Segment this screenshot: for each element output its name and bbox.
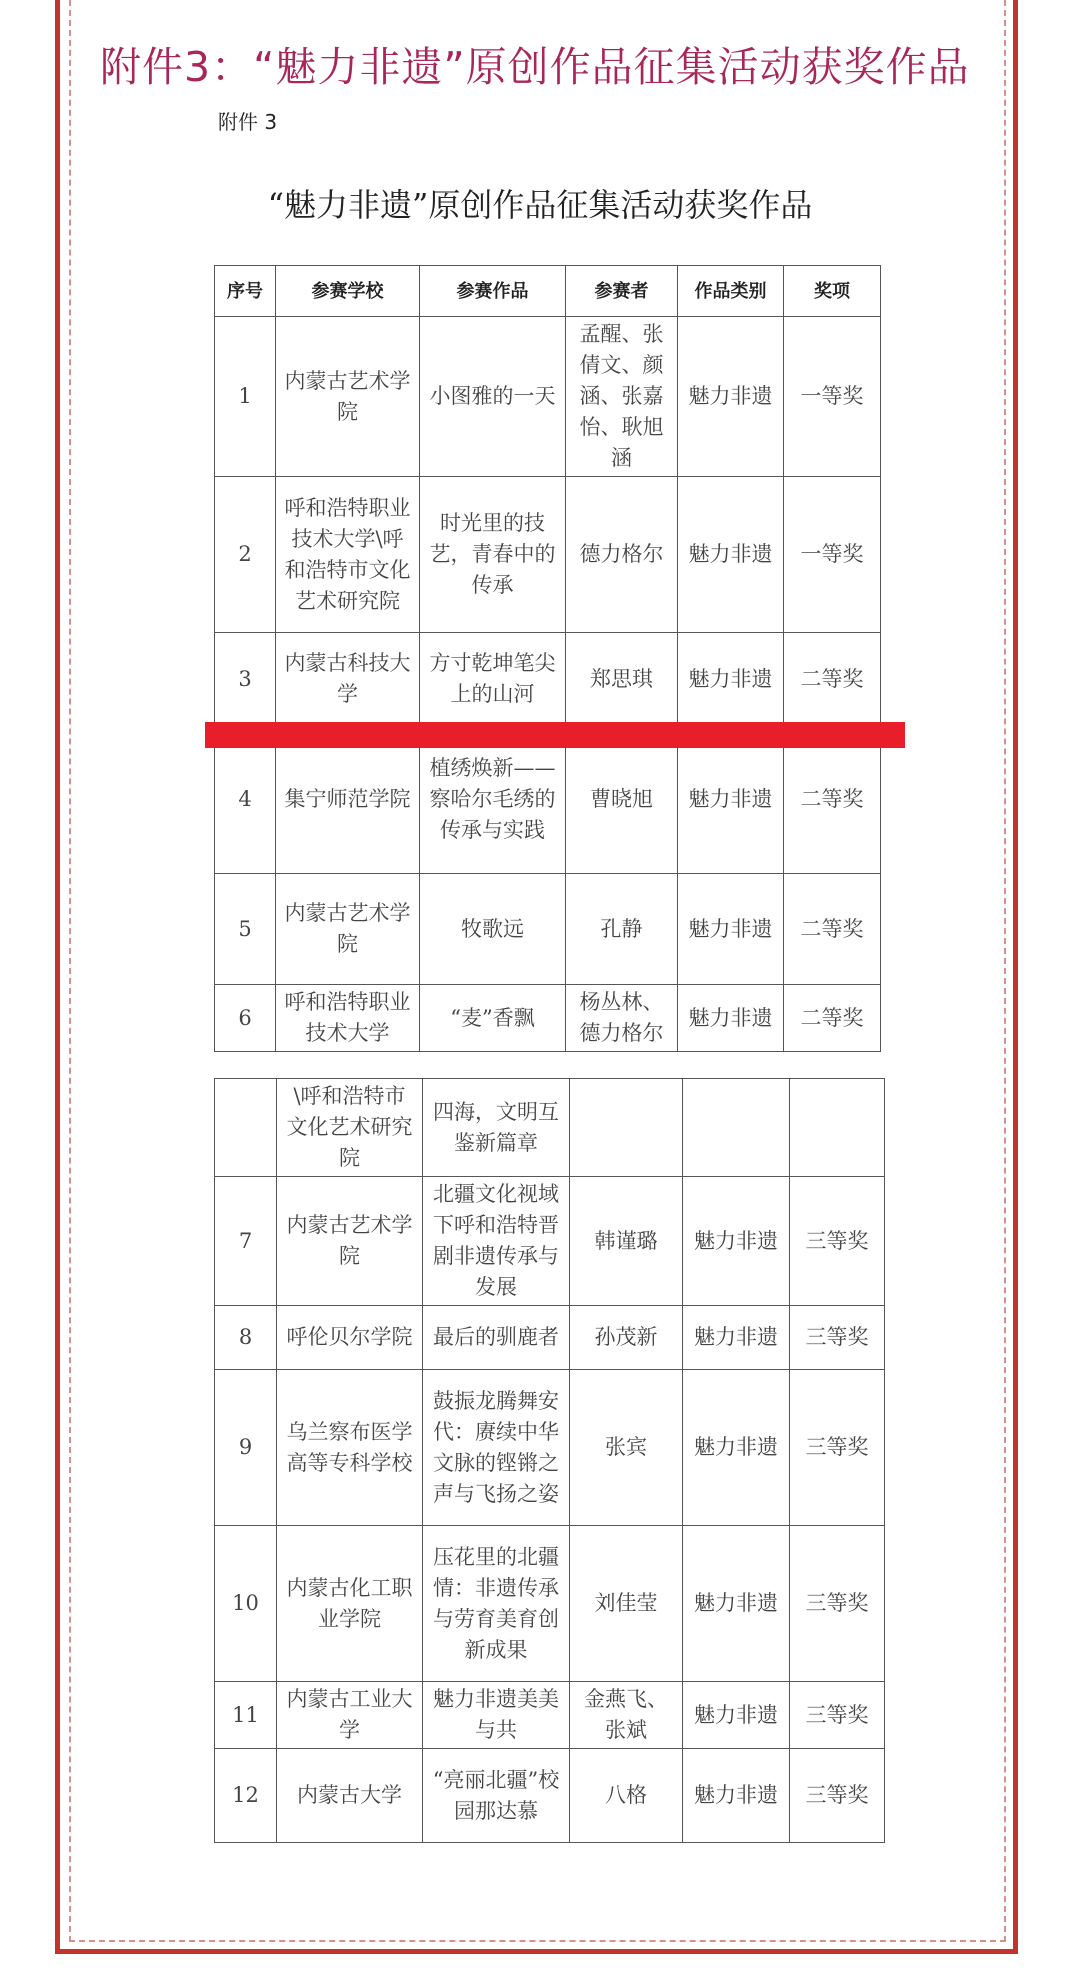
- cell-category: 魅力非遗: [683, 1177, 790, 1306]
- cell-school: 内蒙古艺术学院: [276, 317, 420, 477]
- header-no: 序号: [215, 266, 276, 317]
- cell-category: 魅力非遗: [683, 1682, 790, 1749]
- table-row: [215, 1749, 885, 1843]
- cell-category: 魅力非遗: [678, 985, 784, 1052]
- awards-table-page-1: [214, 265, 881, 1052]
- cell-participants: 孙茂新: [570, 1306, 683, 1370]
- page-title: 附件3：“魅力非遗”原创作品征集活动获奖作品: [100, 43, 970, 91]
- cell-award: 三等奖: [790, 1370, 885, 1526]
- cell-no: [215, 1079, 277, 1177]
- cell-participants: 金燕飞、张斌: [570, 1682, 683, 1749]
- cell-category: 魅力非遗: [678, 726, 784, 874]
- cell-work: 植绣焕新——察哈尔毛绣的传承与实践: [420, 726, 566, 874]
- header-award: 奖项: [784, 266, 881, 317]
- cell-participants: 韩谨璐: [570, 1177, 683, 1306]
- table-row: [215, 1682, 885, 1749]
- table-row: [215, 1079, 885, 1177]
- cell-school: 内蒙古艺术学院: [277, 1177, 423, 1306]
- cell-award: 二等奖: [784, 726, 881, 874]
- table-row: [215, 633, 881, 726]
- cell-school: 集宁师范学院: [276, 726, 420, 874]
- table-header-row: [215, 266, 881, 317]
- cell-school: 呼伦贝尔学院: [277, 1306, 423, 1370]
- table-row: [215, 1526, 885, 1682]
- cell-award: 三等奖: [790, 1306, 885, 1370]
- cell-school: 内蒙古工业大学: [277, 1682, 423, 1749]
- cell-participants: 杨丛林、德力格尔: [566, 985, 678, 1052]
- table-row: [215, 477, 881, 633]
- header-work: 参赛作品: [420, 266, 566, 317]
- cell-no: 6: [215, 985, 276, 1052]
- cell-award: [790, 1079, 885, 1177]
- cell-work: 北疆文化视域下呼和浩特晋剧非遗传承与发展: [423, 1177, 570, 1306]
- cell-school: 内蒙古艺术学院: [276, 874, 420, 985]
- cell-award: 二等奖: [784, 985, 881, 1052]
- cell-category: 魅力非遗: [683, 1749, 790, 1843]
- cell-category: 魅力非遗: [683, 1306, 790, 1370]
- table-row: [215, 985, 881, 1052]
- cell-work: 压花里的北疆情：非遗传承与劳育美育创新成果: [423, 1526, 570, 1682]
- cell-work: 时光里的技艺，青春中的传承: [420, 477, 566, 633]
- cell-award: 三等奖: [790, 1749, 885, 1843]
- cell-school: 内蒙古化工职业学院: [277, 1526, 423, 1682]
- cell-no: 5: [215, 874, 276, 985]
- cell-award: 一等奖: [784, 317, 881, 477]
- cell-work: 最后的驯鹿者: [423, 1306, 570, 1370]
- table-row: [215, 317, 881, 477]
- cell-no: 8: [215, 1306, 277, 1370]
- header-category: 作品类别: [678, 266, 784, 317]
- cell-work: 方寸乾坤笔尖上的山河: [420, 633, 566, 726]
- cell-no: 11: [215, 1682, 277, 1749]
- cell-participants: 刘佳莹: [570, 1526, 683, 1682]
- cell-work: “麦”香飘: [420, 985, 566, 1052]
- cell-category: 魅力非遗: [678, 874, 784, 985]
- cell-award: 三等奖: [790, 1682, 885, 1749]
- highlight-bar: [205, 722, 905, 748]
- header-participants: 参赛者: [566, 266, 678, 317]
- header-school: 参赛学校: [276, 266, 420, 317]
- awards-table-page-2: [214, 1078, 885, 1843]
- table-row: [215, 1177, 885, 1306]
- attachment-label: 附件 3: [218, 110, 278, 134]
- table-row: [215, 1370, 885, 1526]
- cell-no: 7: [215, 1177, 277, 1306]
- cell-work: 四海，文明互鉴新篇章: [423, 1079, 570, 1177]
- cell-no: 1: [215, 317, 276, 477]
- cell-school: 内蒙古科技大学: [276, 633, 420, 726]
- document-heading: “魅力非遗”原创作品征集活动获奖作品: [267, 186, 813, 224]
- cell-participants: [570, 1079, 683, 1177]
- cell-category: 魅力非遗: [678, 317, 784, 477]
- cell-award: 二等奖: [784, 874, 881, 985]
- cell-category: 魅力非遗: [678, 633, 784, 726]
- cell-no: 2: [215, 477, 276, 633]
- cell-category: 魅力非遗: [683, 1370, 790, 1526]
- cell-participants: 曹晓旭: [566, 726, 678, 874]
- cell-school: 呼和浩特职业技术大学\呼和浩特市文化艺术研究院: [276, 477, 420, 633]
- cell-participants: 张宾: [570, 1370, 683, 1526]
- cell-no: 9: [215, 1370, 277, 1526]
- table-row: [215, 1306, 885, 1370]
- cell-category: 魅力非遗: [683, 1526, 790, 1682]
- cell-school: 乌兰察布医学高等专科学校: [277, 1370, 423, 1526]
- cell-participants: 郑思琪: [566, 633, 678, 726]
- cell-category: 魅力非遗: [678, 477, 784, 633]
- cell-work: 鼓振龙腾舞安代：赓续中华文脉的铿锵之声与飞扬之姿: [423, 1370, 570, 1526]
- cell-no: 12: [215, 1749, 277, 1843]
- cell-work: 小图雅的一天: [420, 317, 566, 477]
- cell-school: 呼和浩特职业技术大学: [276, 985, 420, 1052]
- cell-award: 三等奖: [790, 1177, 885, 1306]
- cell-participants: 孔静: [566, 874, 678, 985]
- cell-category: [683, 1079, 790, 1177]
- cell-work: “亮丽北疆”校园那达慕: [423, 1749, 570, 1843]
- cell-award: 一等奖: [784, 477, 881, 633]
- cell-no: 3: [215, 633, 276, 726]
- cell-no: 10: [215, 1526, 277, 1682]
- cell-participants: 德力格尔: [566, 477, 678, 633]
- table-row: [215, 874, 881, 985]
- cell-participants: 孟醒、张倩文、颜涵、张嘉怡、耿旭涵: [566, 317, 678, 477]
- cell-school: \呼和浩特市文化艺术研究院: [277, 1079, 423, 1177]
- cell-school: 内蒙古大学: [277, 1749, 423, 1843]
- cell-award: 三等奖: [790, 1526, 885, 1682]
- cell-work: 魅力非遗美美与共: [423, 1682, 570, 1749]
- cell-award: 二等奖: [784, 633, 881, 726]
- cell-participants: 八格: [570, 1749, 683, 1843]
- cell-no: 4: [215, 726, 276, 874]
- cell-work: 牧歌远: [420, 874, 566, 985]
